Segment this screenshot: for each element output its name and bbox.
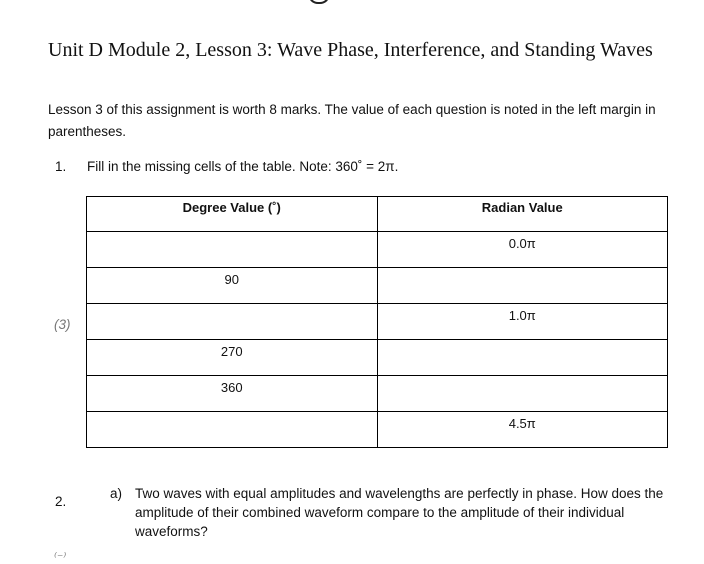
- degree-cell: 360: [87, 376, 378, 412]
- radian-cell: 0.0π: [377, 232, 668, 268]
- radian-cell[interactable]: [377, 340, 668, 376]
- degree-cell[interactable]: [87, 412, 378, 448]
- page-top-glyph: [308, 0, 330, 4]
- question-1-text: Fill in the missing cells of the table. Note: 360˚ = 2π.: [87, 159, 399, 174]
- lesson-title: Unit D Module 2, Lesson 3: Wave Phase, Interference, and Standing Waves: [48, 39, 653, 61]
- degree-cell[interactable]: [87, 232, 378, 268]
- radian-cell[interactable]: [377, 376, 668, 412]
- question-2a: [110, 484, 670, 541]
- radian-cell: 4.5π: [377, 412, 668, 448]
- table-row: [87, 412, 668, 448]
- table-row: [87, 268, 668, 304]
- degree-cell: 90: [87, 268, 378, 304]
- table-row: [87, 376, 668, 412]
- question-1-number: 1.: [55, 159, 67, 174]
- table-row: [87, 304, 668, 340]
- radian-column-header: Radian Value: [377, 197, 668, 232]
- question-1-prompt: [55, 159, 398, 174]
- question-2-number: 2.: [55, 494, 67, 509]
- next-marks-glyph: ⁽⁻⁾: [54, 550, 67, 564]
- radian-cell: 1.0π: [377, 304, 668, 340]
- question-2a-text: Two waves with equal amplitudes and wavelengths are perfectly in phase. How does the amplitude of their combined waveform compare to the amplitude of their individual waveforms?: [135, 486, 664, 539]
- question-1-marks: (3): [54, 317, 71, 332]
- lesson-intro: Lesson 3 of this assignment is worth 8 marks. The value of each question is noted in the left margin in parentheses.: [48, 102, 656, 139]
- degree-cell: 270: [87, 340, 378, 376]
- radian-cell[interactable]: [377, 268, 668, 304]
- table-row: [87, 232, 668, 268]
- question-2a-letter: a): [110, 486, 123, 501]
- degree-column-header: Degree Value (˚): [87, 197, 378, 232]
- table-header-row: [87, 197, 668, 232]
- table-row: [87, 340, 668, 376]
- degree-cell[interactable]: [87, 304, 378, 340]
- degree-radian-table: [86, 196, 668, 448]
